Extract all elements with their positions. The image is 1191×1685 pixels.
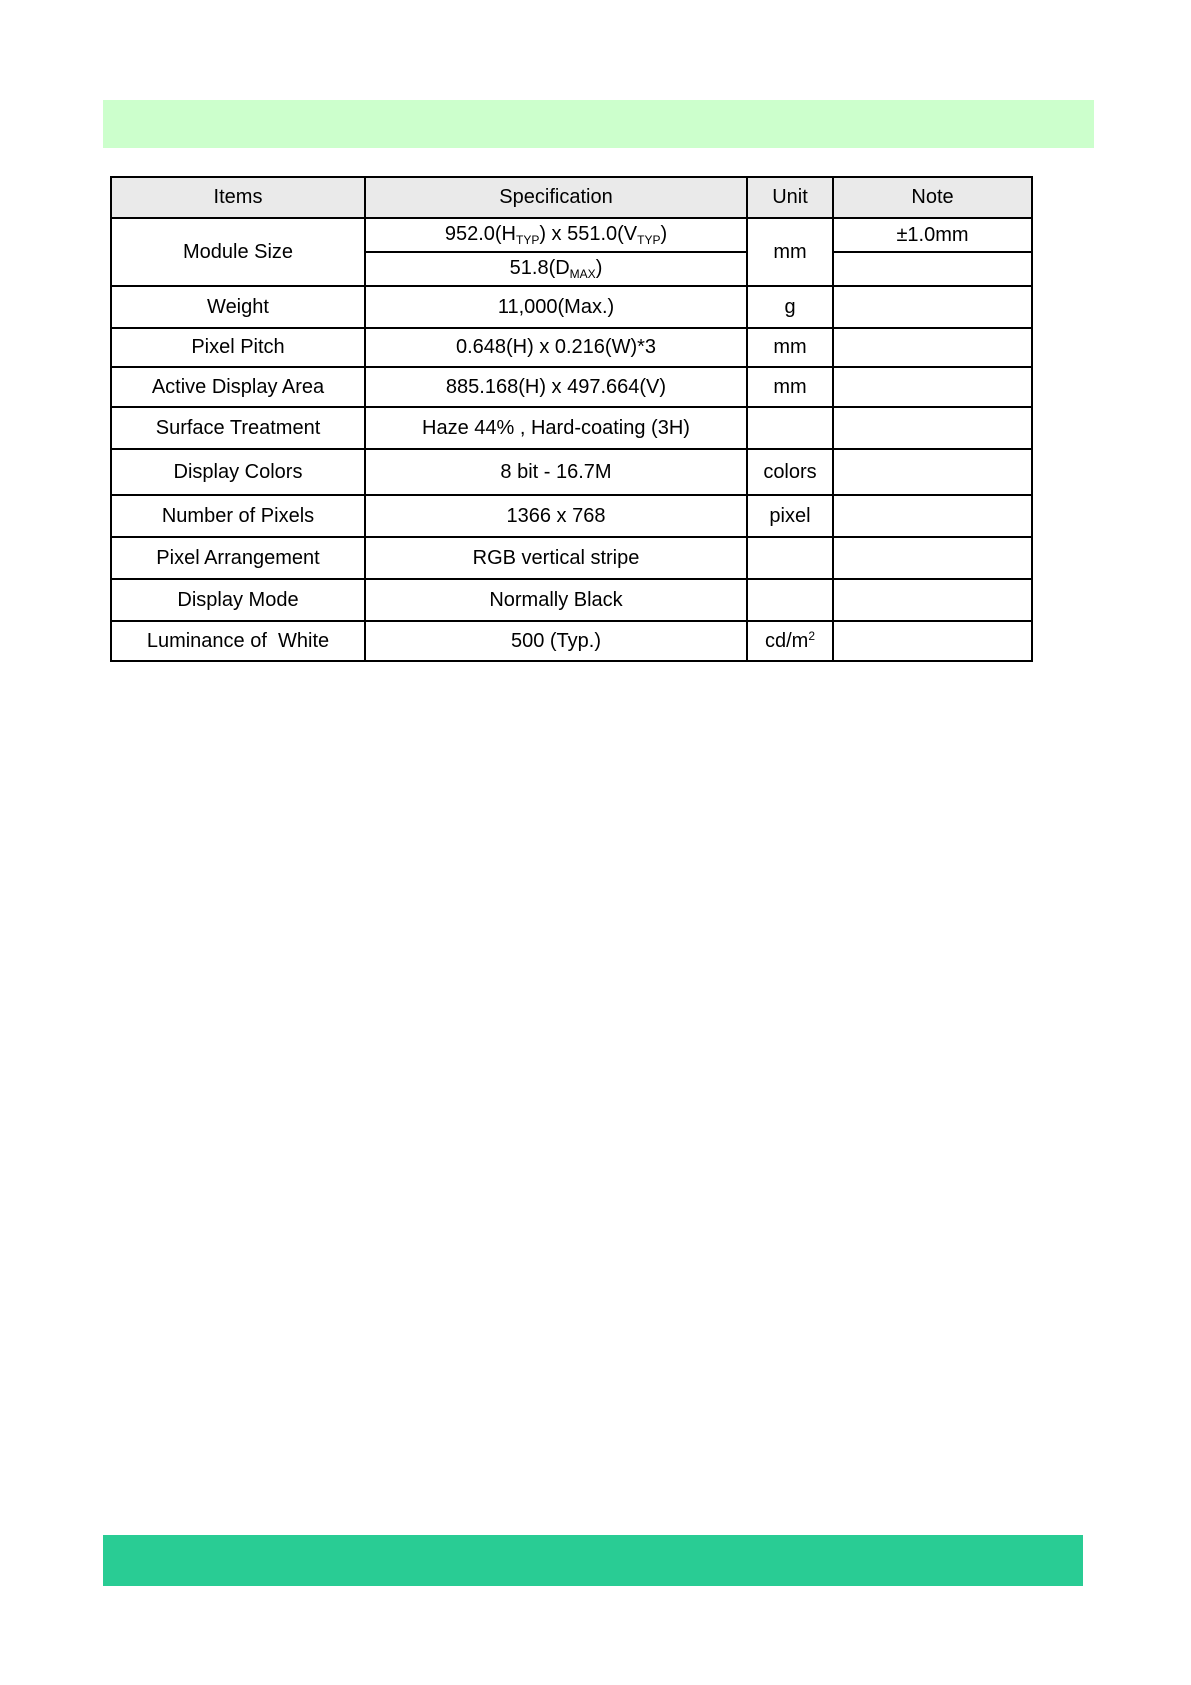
cell-note [833,286,1032,328]
cell-item: Pixel Arrangement [111,537,365,579]
cell-note [833,367,1032,407]
header-unit: Unit [747,177,833,218]
spec-d-close: ) [595,257,603,279]
cell-unit [747,537,833,579]
unit-base: cd/m [764,630,809,652]
cell-spec: RGB vertical stripe [365,537,747,579]
cell-spec: 11,000(Max.) [365,286,747,328]
spec-d-sub: MAX [569,267,596,281]
cell-item: Luminance of White [111,621,365,661]
cell-unit: mm [747,218,833,286]
cell-note [833,537,1032,579]
header-specification: Specification [365,177,747,218]
cell-spec-hv [365,218,747,252]
cell-spec: Haze 44% , Hard-coating (3H) [365,407,747,449]
cell-item: Display Colors [111,449,365,495]
cell-unit [747,407,833,449]
spec-d-text: 51.8(D [509,257,570,279]
cell-unit: pixel [747,495,833,537]
cell-spec: 0.648(H) x 0.216(W)*3 [365,328,747,367]
table-row-module-size [111,218,1032,252]
cell-unit: mm [747,328,833,367]
cell-note [833,495,1032,537]
table-row [111,537,1032,579]
table-row [111,407,1032,449]
table-row [111,579,1032,621]
table-row [111,286,1032,328]
table-row [111,367,1032,407]
cell-spec-d [365,252,747,286]
table-row [111,495,1032,537]
cell-note [833,621,1032,661]
cell-spec: Normally Black [365,579,747,621]
cell-unit [747,579,833,621]
header-band [103,100,1094,148]
table-row [111,449,1032,495]
cell-note [833,449,1032,495]
cell-spec: 8 bit - 16.7M [365,449,747,495]
cell-item: Number of Pixels [111,495,365,537]
cell-unit: mm [747,367,833,407]
spec-v-sub: TYP [637,233,661,247]
spec-h-sub: TYP [515,233,540,247]
table-row [111,328,1032,367]
cell-item: Weight [111,286,365,328]
spec-h-text: 952.0(H [444,223,516,245]
cell-note [833,579,1032,621]
cell-item: Display Mode [111,579,365,621]
specification-table [110,176,1033,662]
footer-band [103,1535,1083,1586]
cell-item: Active Display Area [111,367,365,407]
cell-spec: 500 (Typ.) [365,621,747,661]
unit-sup: 2 [808,629,816,643]
cell-item: Module Size [111,218,365,286]
cell-note [833,252,1032,286]
cell-note [833,407,1032,449]
table-header-row [111,177,1032,218]
cell-spec: 1366 x 768 [365,495,747,537]
cell-item: Surface Treatment [111,407,365,449]
cell-unit: g [747,286,833,328]
cell-item: Pixel Pitch [111,328,365,367]
cell-unit: colors [747,449,833,495]
spec-x-text: ) x 551.0(V [539,223,638,245]
spec-close: ) [660,223,668,245]
cell-note [833,328,1032,367]
cell-unit [747,621,833,661]
cell-spec: 885.168(H) x 497.664(V) [365,367,747,407]
header-note: Note [833,177,1032,218]
header-items: Items [111,177,365,218]
table-row-luminance [111,621,1032,661]
cell-note: ±1.0mm [833,218,1032,252]
